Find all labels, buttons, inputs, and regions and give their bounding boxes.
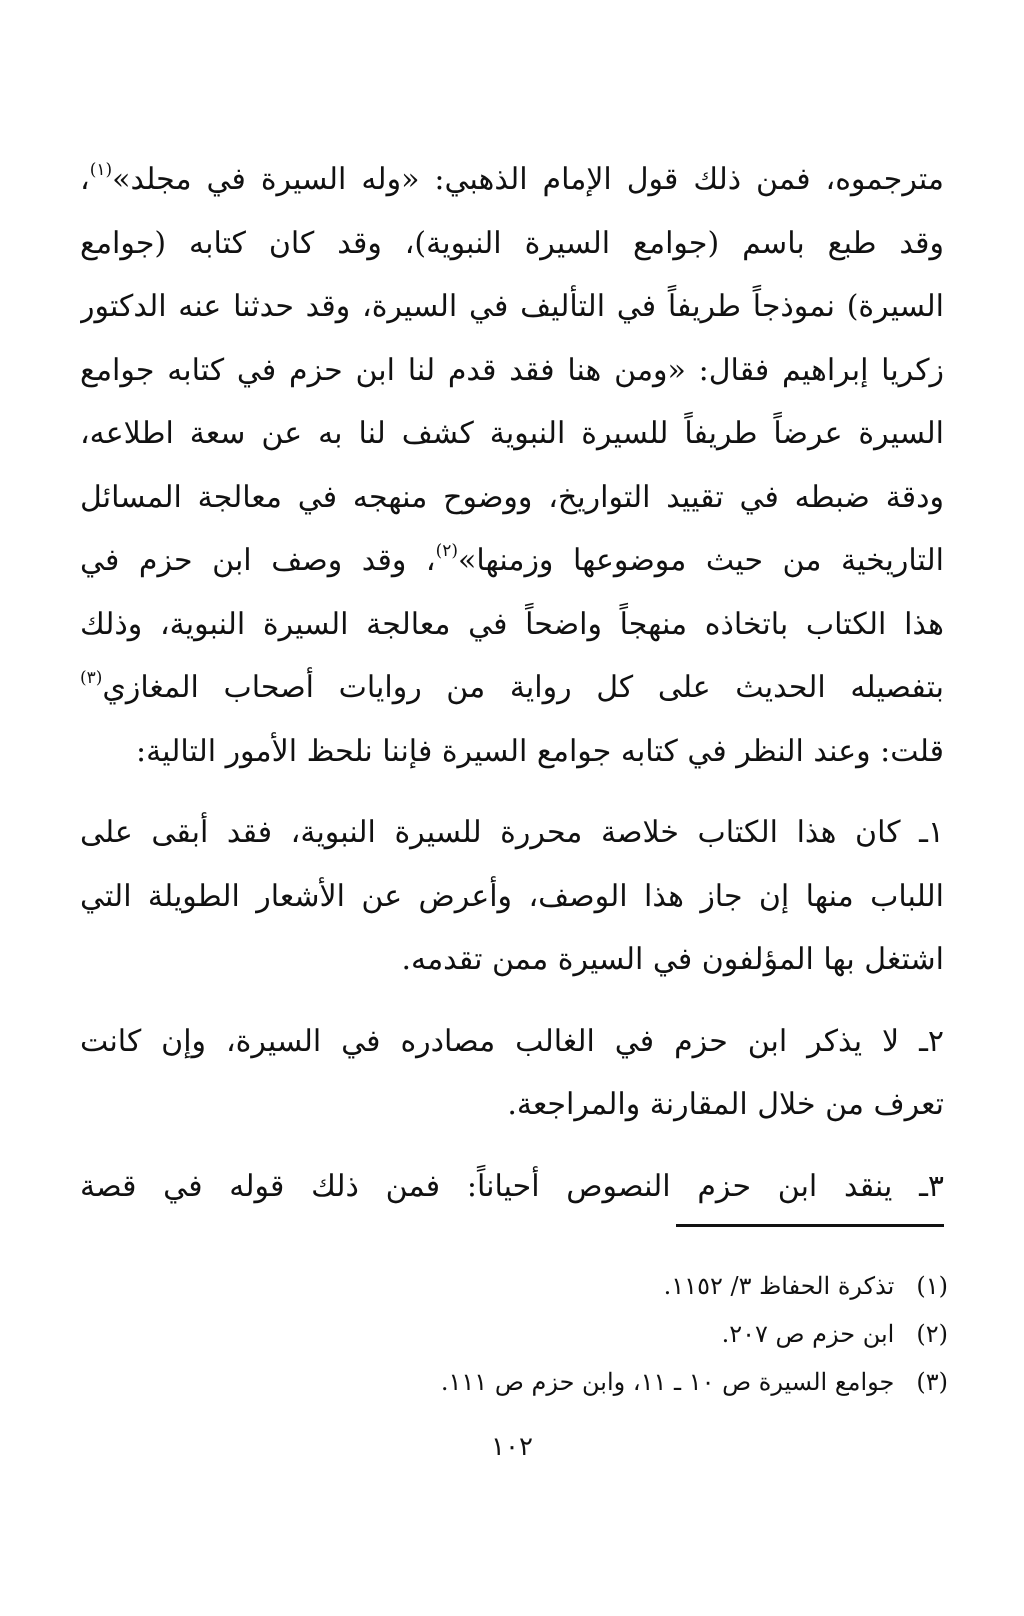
footnote-number: (٣) xyxy=(916,1368,948,1396)
footnote-text: جوامع السيرة ص ١٠ ـ ١١، وابن حزم ص ١١١. xyxy=(440,1368,895,1396)
list-item-line: ٢ـ لا يذكر ابن حزم في الغالب مصادره في السيرة، وإن كانت xyxy=(80,1023,944,1059)
text-line-tail: ، xyxy=(80,162,90,197)
footnote-number: (١) xyxy=(916,1272,948,1300)
text-line xyxy=(80,656,944,720)
text-line: وقد طبع باسم (جوامع السيرة النبوية)، وقد كان كتابه (جوامع xyxy=(80,225,944,261)
paragraph-gap xyxy=(80,992,944,1010)
footnote xyxy=(300,1310,948,1358)
paragraph-gap xyxy=(80,783,944,801)
footnote xyxy=(300,1262,948,1310)
text-line xyxy=(80,529,944,593)
list-item-line: تعرف من خلال المقارنة والمراجعة. xyxy=(507,1087,944,1122)
text-line-content: التاريخية من حيث موضوعها وزمنها» xyxy=(458,543,944,578)
text-line: زكريا إبراهيم فقال: «ومن هنا فقد قدم لنا ابن حزم في كتابه جوامع xyxy=(80,352,944,388)
page-number: ١٠٢ xyxy=(491,1432,533,1462)
list-item-line: اشتغل بها المؤلفون في السيرة ممن تقدمه. xyxy=(401,942,944,977)
list-item-line: ٣ـ ينقد ابن حزم النصوص أحياناً: فمن ذلك قوله في قصة xyxy=(80,1168,944,1204)
text-line-content: مترجموه، فمن ذلك قول الإمام الذهبي: «وله السيرة في مجلد» xyxy=(112,162,944,197)
footnote-marker: (٢) xyxy=(435,541,458,561)
footnote xyxy=(300,1358,948,1406)
list-item-line: ١ـ كان هذا الكتاب خلاصة محررة للسيرة النبوية، فقد أبقى على xyxy=(80,815,944,850)
footnotes xyxy=(300,1262,948,1406)
text-line xyxy=(80,148,944,212)
text-line: السيرة عرضاً طريفاً للسيرة النبوية كشف لنا به عن سعة اطلاعه، xyxy=(80,416,944,451)
main-text xyxy=(80,148,944,1218)
paragraph-gap xyxy=(80,1137,944,1155)
footnote-marker: (٣) xyxy=(80,668,103,688)
footnote-text: ابن حزم ص ٢٠٧. xyxy=(721,1320,895,1348)
text-line-tail: ، وقد وصف ابن حزم في xyxy=(80,543,436,578)
text-line: هذا الكتاب باتخاذه منهجاً واضحاً في معالجة السيرة النبوية، وذلك xyxy=(80,606,944,642)
text-line-content: بتفصيله الحديث على كل رواية من روايات أصحاب المغازي xyxy=(102,670,944,705)
list-item-line: اللباب منها إن جاز هذا الوصف، وأعرض عن الأشعار الطويلة التي xyxy=(80,878,944,914)
footnote-separator xyxy=(676,1224,944,1227)
footnote-marker: (١) xyxy=(89,160,113,180)
text-line: ودقة ضبطه في تقييد التواريخ، ووضوح منهجه في معالجة المسائل xyxy=(80,479,944,515)
text-line: السيرة) نموذجاً طريفاً في التأليف في السيرة، وقد حدثنا عنه الدكتور xyxy=(80,289,944,324)
footnote-text: تذكرة الحفاظ ٣/ ١١٥٢. xyxy=(663,1272,895,1300)
text-line: قلت: وعند النظر في كتابه جوامع السيرة فإننا نلحظ الأمور التالية: xyxy=(135,733,944,769)
footnote-number: (٢) xyxy=(916,1320,948,1348)
